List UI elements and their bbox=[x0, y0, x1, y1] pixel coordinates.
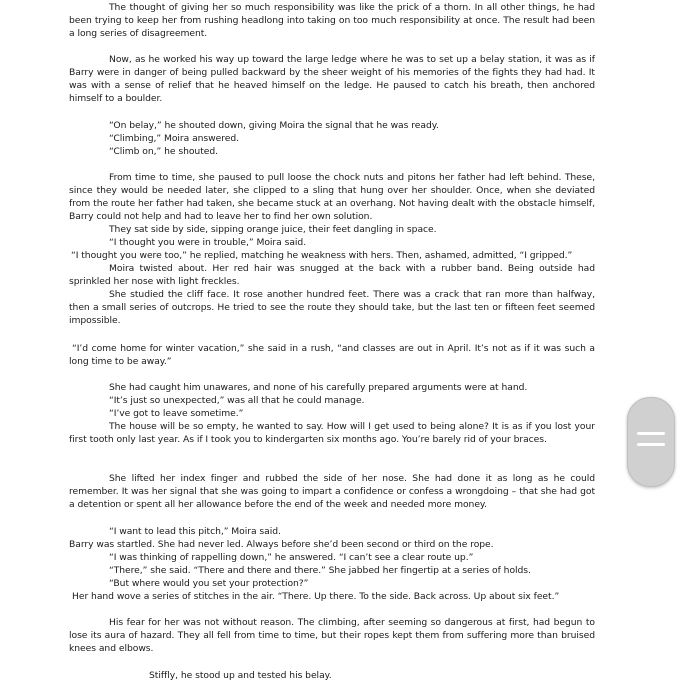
line-stood-up: Stiffly, he stood up and tested his belay. bbox=[149, 670, 332, 681]
paragraph-stitches: Her hand wove a series of stitches in the air. “There. Up there. To the side. Back across. Up about six feet.” bbox=[72, 591, 560, 602]
dialogue-gripped: “I thought you were too,” he replied, matching he weakness with hers. Then, ashamed, admitted, “I gripped.” bbox=[71, 250, 573, 261]
paragraph-winter-vacation: “I’d come home for winter vacation,” she said in a rush, “and classes are out in April. It’s not as if it was such a long time to be away.” bbox=[69, 343, 595, 367]
dialogue-on-belay: “On belay,” he shouted down, giving Moira the signal that he was ready. bbox=[109, 120, 439, 131]
dialogue-rappelling: “I was thinking of rappelling down,” he answered. “I can’t see a clear route up.” bbox=[109, 552, 474, 563]
line-unawares: She had caught him unawares, and none of his carefully prepared arguments were at hand. bbox=[109, 382, 528, 393]
dialogue-leave-sometime: “I’ve got to leave sometime.” bbox=[109, 408, 244, 419]
paragraph-responsibility: The thought of giving her so much responsibility was like the prick of a thorn. In all other things, he had been trying to keep her from rushing headlong into taking on too much responsibility at once. The result had been a long series of disagreement. bbox=[69, 2, 595, 39]
paragraph-ledge: Now, as he worked his way up toward the large ledge where he was to set up a belay station, it was as if Barry were in danger of being pulled backward by the sheer weight of his memories of the fights they had had. It was with a sense of relief that he heaved himself on the ledge. He paused to catch his breath, then anchored himself to a boulder. bbox=[69, 54, 595, 104]
dialogue-climb-on: “Climb on,” he shouted. bbox=[109, 146, 219, 157]
dialogue-lead-pitch: “I want to lead this pitch,” Moira said. bbox=[109, 526, 281, 537]
dialogue-climbing: “Climbing,” Moira answered. bbox=[109, 133, 240, 144]
paragraph-red-hair: Moira twisted about. Her red hair was snugged at the back with a rubber band. Being outside had sprinkled her nose with light freckles. bbox=[69, 263, 595, 287]
dialogue-there: “There,” she said. “There and there and there.” She jabbed her fingertip at a series of holds. bbox=[109, 565, 531, 576]
line-startled: Barry was startled. She had never led. Always before she’d been second or third on the rope. bbox=[69, 539, 494, 550]
paragraph-empty-house: The house will be so empty, he wanted to say. How will I get used to being alone? It is as if you lost your first tooth only last year. As if I took you to kindergarten six months ago. You’re barely rid of your braces. bbox=[69, 421, 595, 445]
scroll-handle[interactable] bbox=[627, 397, 675, 487]
dialogue-unexpected: “It’s just so unexpected,” was all that he could manage. bbox=[109, 395, 365, 406]
paragraph-chock-nuts: From time to time, she paused to pull loose the chock nuts and pitons her father had left behind. These, since they would be needed later, she clipped to a sling that hung over her shoulder. Once, when she deviated from the route her father had taken, she became stuck at an overhang. Not having dealt with the obstacle himself, Barry could not help and had to leave her to find her own solution. bbox=[69, 172, 595, 222]
line-side-by-side: They sat side by side, sipping orange juice, their feet dangling in space. bbox=[109, 224, 437, 235]
dialogue-protection: “But where would you set your protection?” bbox=[109, 578, 309, 589]
paragraph-index-finger: She lifted her index finger and rubbed the side of her nose. She had done it as long as he could remember. It was her signal that she was going to impart a confidence or confess a wrongdoing – that she had got a detention or spent all her allowance before the end of the week and needed more money. bbox=[69, 473, 595, 510]
paragraph-fear: His fear for her was not without reason. The climbing, after seeming so dangerous at first, had begun to lose its aura of hazard. They all fell from time to time, but their ropes kept them from suffering more than bruised knees and elbows. bbox=[69, 617, 595, 654]
paragraph-cliff-face: She studied the cliff face. It rose another hundred feet. There was a crack that ran more than halfway, then a small series of outcrops. He tried to see the route they should take, but the last ten or fifteen feet seemed impossible. bbox=[69, 289, 595, 326]
dialogue-trouble: “I thought you were in trouble,” Moira said. bbox=[109, 237, 307, 248]
